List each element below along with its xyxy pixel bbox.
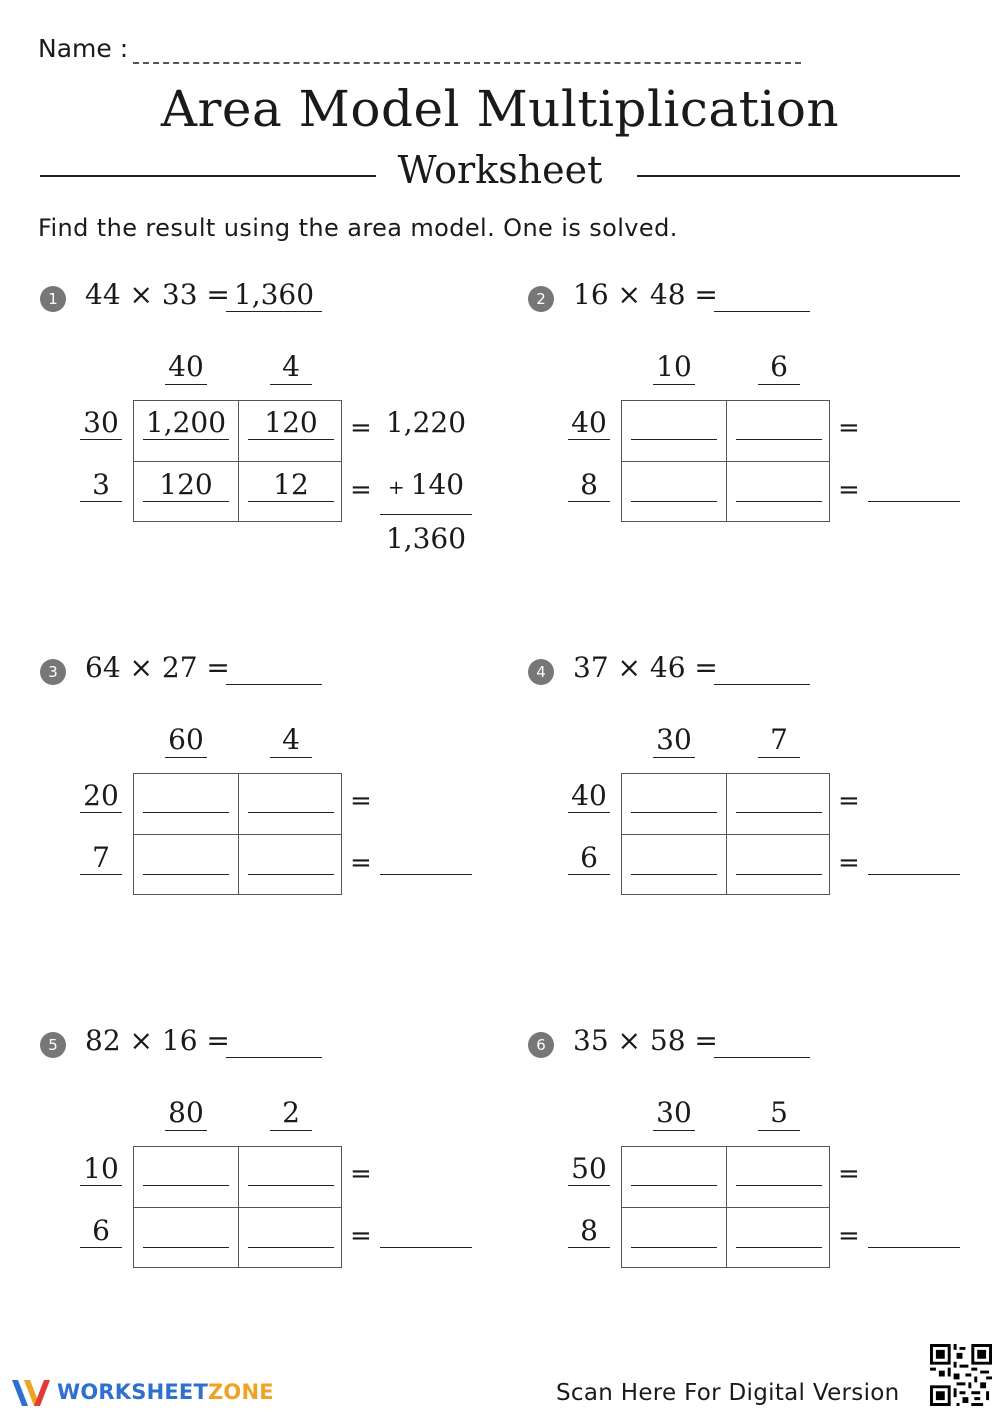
area-cell: 120 <box>248 406 334 440</box>
top-factor: 40 <box>165 350 207 385</box>
answer-field[interactable] <box>714 651 810 685</box>
qr-code-icon[interactable] <box>930 1344 992 1406</box>
equals-sign: = <box>350 1159 372 1189</box>
area-cell[interactable] <box>631 1214 717 1248</box>
problem-number: 5 <box>40 1032 66 1058</box>
top-factor: 2 <box>270 1096 312 1131</box>
top-factor: 5 <box>758 1096 800 1131</box>
problem-number: 3 <box>40 659 66 685</box>
problem-expression: 16 × 48 = <box>573 278 718 311</box>
problem-2 <box>528 0 988 505</box>
problem-number: 4 <box>528 659 554 685</box>
equals-sign: = <box>838 1221 860 1251</box>
area-cell[interactable] <box>248 1152 334 1186</box>
instructions: Find the result using the area model. One is solved. <box>38 214 678 242</box>
side-factor: 30 <box>80 406 122 440</box>
side-factor: 3 <box>80 468 122 502</box>
answer-field[interactable]: 1,360 <box>226 278 322 312</box>
plus-sign: + <box>387 475 405 499</box>
name-row: Name : <box>38 34 129 63</box>
top-factor: 30 <box>653 723 695 758</box>
top-factor: 60 <box>165 723 207 758</box>
side-factor: 6 <box>80 1214 122 1248</box>
logo-text <box>57 1380 274 1404</box>
problem-5 <box>40 746 500 1251</box>
row-sum[interactable] <box>380 1214 472 1248</box>
area-cell[interactable] <box>736 1152 822 1186</box>
side-factor: 40 <box>568 406 610 440</box>
side-factor: 6 <box>568 841 610 875</box>
side-factor: 7 <box>80 841 122 875</box>
equals-sign: = <box>838 475 860 505</box>
problem-expression: 35 × 58 = <box>573 1024 718 1057</box>
row-sum-value: 140 <box>410 468 465 501</box>
answer-field[interactable] <box>226 1024 322 1058</box>
area-cell: 12 <box>248 468 334 502</box>
answer-field[interactable] <box>714 1024 810 1058</box>
total-value: 1,360 <box>385 522 467 555</box>
logo-worksheet: WORKSHEET <box>57 1380 208 1404</box>
problem-number: 2 <box>528 286 554 312</box>
problem-expression: 37 × 46 = <box>573 651 718 684</box>
equals-sign: = <box>838 848 860 878</box>
area-cell[interactable] <box>736 1214 822 1248</box>
top-factor: 30 <box>653 1096 695 1131</box>
area-cell[interactable] <box>143 1152 229 1186</box>
problem-3 <box>40 373 500 878</box>
answer-field[interactable] <box>714 278 810 312</box>
equals-sign: = <box>350 475 372 505</box>
side-factor: 40 <box>568 779 610 813</box>
top-factor: 10 <box>653 350 695 385</box>
equals-sign: = <box>350 1221 372 1251</box>
problem-number: 6 <box>528 1032 554 1058</box>
problem-expression: 64 × 27 = <box>85 651 230 684</box>
grid-divider-horizontal <box>622 1207 829 1208</box>
area-cell[interactable] <box>631 1152 717 1186</box>
page-subtitle: Worksheet <box>397 148 603 192</box>
worksheetzone-logo-icon <box>10 1376 54 1410</box>
side-factor: 50 <box>568 1152 610 1186</box>
problem-expression: 82 × 16 = <box>85 1024 230 1057</box>
area-cell[interactable] <box>248 1214 334 1248</box>
area-cell: 1,200 <box>143 406 229 440</box>
side-factor: 8 <box>568 468 610 502</box>
side-factor: 8 <box>568 1214 610 1248</box>
top-factor: 7 <box>758 723 800 758</box>
side-factor: 10 <box>80 1152 122 1186</box>
logo-zone: ZONE <box>207 1380 274 1404</box>
equals-sign: = <box>838 786 860 816</box>
equals-sign: = <box>838 413 860 443</box>
top-factor: 80 <box>165 1096 207 1131</box>
top-factor: 4 <box>270 350 312 385</box>
problem-number: 1 <box>40 286 66 312</box>
side-factor: 20 <box>80 779 122 813</box>
problem-4 <box>528 373 988 878</box>
row-sum[interactable] <box>868 1214 960 1248</box>
top-factor: 4 <box>270 723 312 758</box>
scan-text: Scan Here For Digital Version <box>556 1380 900 1406</box>
equals-sign: = <box>838 1159 860 1189</box>
grid-divider-horizontal <box>134 1207 341 1208</box>
problem-1 <box>40 0 500 555</box>
answer-field[interactable] <box>226 651 322 685</box>
equals-sign: = <box>350 413 372 443</box>
area-cell: 120 <box>143 468 229 502</box>
row-sum-value: 1,220 <box>385 406 467 439</box>
area-cell[interactable] <box>143 1214 229 1248</box>
problem-6 <box>528 746 988 1251</box>
problem-expression: 44 × 33 = <box>85 278 230 311</box>
top-factor: 6 <box>758 350 800 385</box>
equals-sign: = <box>350 848 372 878</box>
page-title: Area Model Multiplication <box>160 80 840 138</box>
equals-sign: = <box>350 786 372 816</box>
